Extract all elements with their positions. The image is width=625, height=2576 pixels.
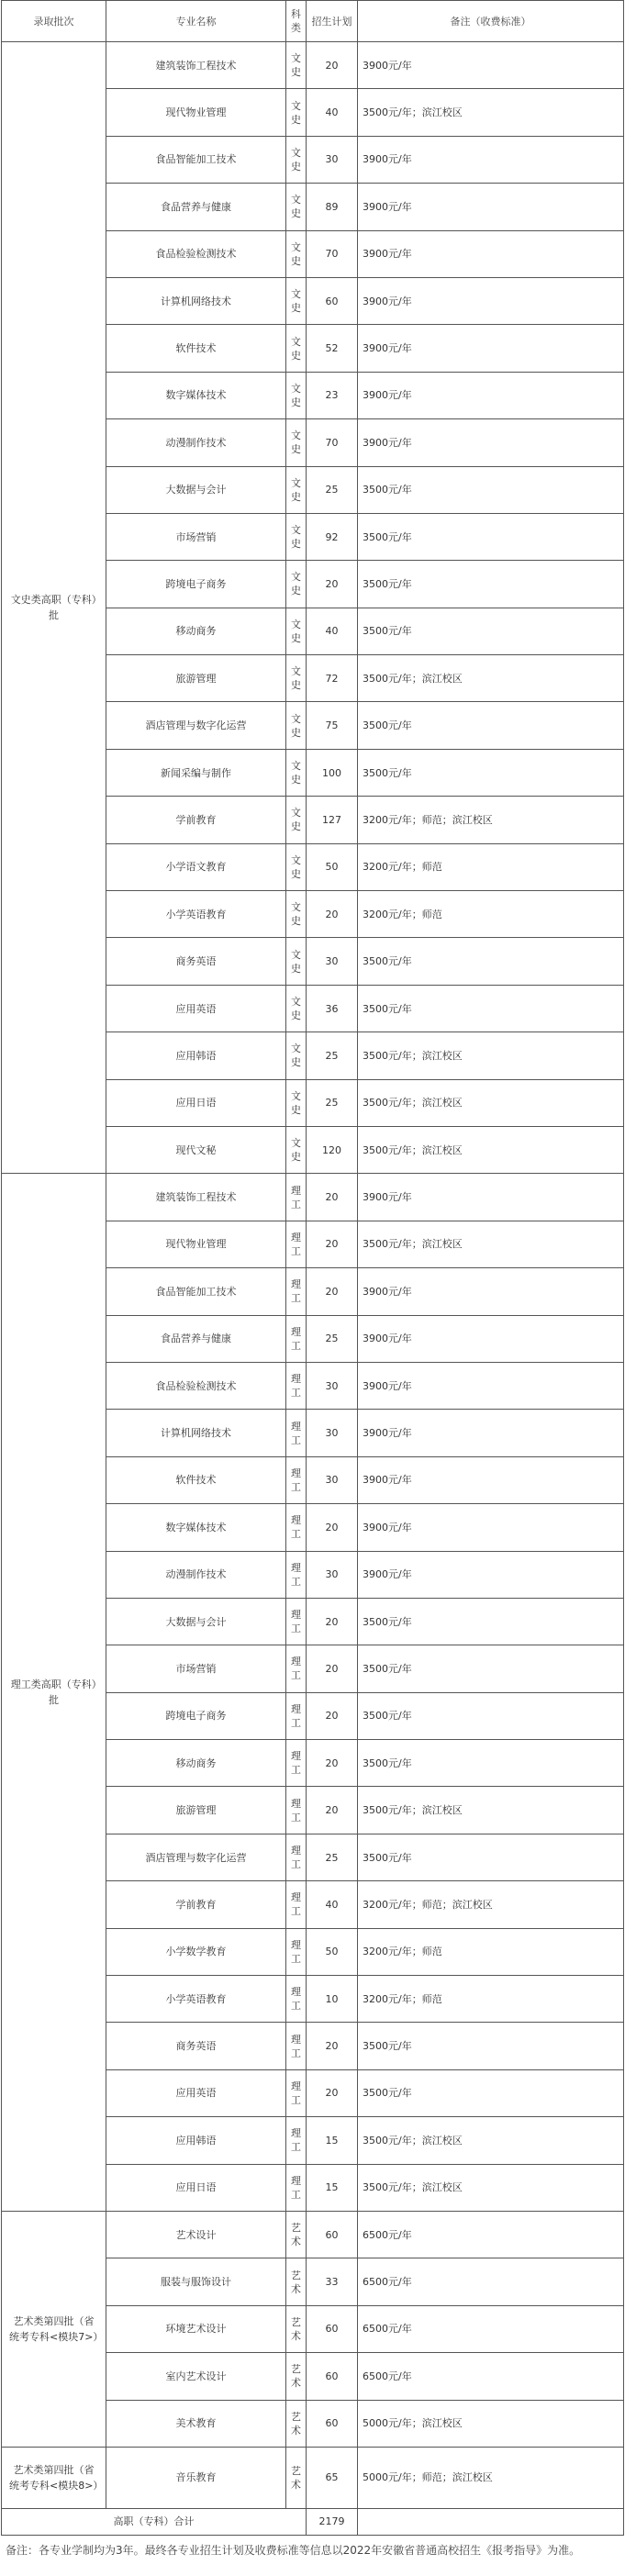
plan-cell: 20 xyxy=(307,2023,358,2069)
plan-cell: 23 xyxy=(307,372,358,418)
major-cell: 新闻采编与制作 xyxy=(106,749,286,796)
major-cell: 服装与服饰设计 xyxy=(106,2258,286,2305)
plan-cell: 20 xyxy=(307,2069,358,2116)
remark-cell: 3900元/年 xyxy=(358,325,624,372)
plan-cell: 20 xyxy=(307,1268,358,1315)
category-cell: 艺术 xyxy=(286,2258,307,2305)
major-cell: 软件技术 xyxy=(106,325,286,372)
category-cell: 文史 xyxy=(286,513,307,560)
category-cell: 文史 xyxy=(286,561,307,608)
category-cell: 艺术 xyxy=(286,2447,307,2508)
category-cell: 理工 xyxy=(286,1221,307,1267)
remark-cell: 3900元/年 xyxy=(358,1551,624,1598)
category-cell: 文史 xyxy=(286,89,307,136)
remark-cell: 3500元/年 xyxy=(358,1645,624,1692)
major-cell: 应用英语 xyxy=(106,985,286,1032)
major-cell: 动漫制作技术 xyxy=(106,1551,286,1598)
major-cell: 学前教育 xyxy=(106,797,286,843)
category-cell: 文史 xyxy=(286,230,307,277)
remark-cell: 3500元/年 xyxy=(358,702,624,749)
plan-cell: 20 xyxy=(307,1740,358,1787)
remark-cell: 3500元/年；滨江校区 xyxy=(358,1787,624,1834)
remark-cell: 3500元/年 xyxy=(358,513,624,560)
category-cell: 理工 xyxy=(286,1174,307,1221)
plan-cell: 30 xyxy=(307,1551,358,1598)
plan-cell: 25 xyxy=(307,1315,358,1362)
category-cell: 理工 xyxy=(286,2117,307,2164)
major-cell: 学前教育 xyxy=(106,1881,286,1928)
header-major: 专业名称 xyxy=(106,1,286,42)
category-cell: 理工 xyxy=(286,2069,307,2116)
plan-cell: 10 xyxy=(307,1976,358,2023)
major-cell: 建筑装饰工程技术 xyxy=(106,42,286,89)
plan-cell: 40 xyxy=(307,89,358,136)
major-cell: 现代物业管理 xyxy=(106,89,286,136)
remark-cell: 3500元/年 xyxy=(358,1740,624,1787)
category-cell: 理工 xyxy=(286,1881,307,1928)
plan-cell: 120 xyxy=(307,1126,358,1173)
remark-cell: 3900元/年 xyxy=(358,1504,624,1551)
major-cell: 现代物业管理 xyxy=(106,1221,286,1267)
major-cell: 大数据与会计 xyxy=(106,466,286,513)
remark-cell: 3500元/年；滨江校区 xyxy=(358,2164,624,2211)
major-cell: 大数据与会计 xyxy=(106,1598,286,1645)
admission-plan-table xyxy=(1,0,624,2536)
category-cell: 理工 xyxy=(286,1598,307,1645)
remark-cell: 3200元/年；师范 xyxy=(358,891,624,938)
plan-cell: 25 xyxy=(307,1834,358,1880)
remark-cell: 3900元/年 xyxy=(358,419,624,466)
category-cell: 理工 xyxy=(286,1645,307,1692)
major-cell: 软件技术 xyxy=(106,1456,286,1503)
batch-cell: 文史类高职（专科）批 xyxy=(2,42,106,1174)
major-cell: 食品检验检测技术 xyxy=(106,1362,286,1409)
remark-cell: 3500元/年 xyxy=(358,985,624,1032)
remark-cell: 6500元/年 xyxy=(358,2305,624,2352)
remark-cell: 3500元/年；滨江校区 xyxy=(358,1221,624,1267)
plan-cell: 30 xyxy=(307,1362,358,1409)
major-cell: 美术教育 xyxy=(106,2400,286,2447)
remark-cell: 3500元/年；滨江校区 xyxy=(358,655,624,702)
plan-cell: 33 xyxy=(307,2258,358,2305)
plan-cell: 70 xyxy=(307,419,358,466)
major-cell: 应用韩语 xyxy=(106,2117,286,2164)
plan-cell: 100 xyxy=(307,749,358,796)
remark-cell: 3200元/年；师范；滨江校区 xyxy=(358,1881,624,1928)
major-cell: 建筑装饰工程技术 xyxy=(106,1174,286,1221)
plan-cell: 50 xyxy=(307,843,358,890)
category-cell: 文史 xyxy=(286,702,307,749)
category-cell: 理工 xyxy=(286,1787,307,1834)
category-cell: 文史 xyxy=(286,277,307,324)
category-cell: 理工 xyxy=(286,1315,307,1362)
category-cell: 理工 xyxy=(286,1362,307,1409)
major-cell: 食品检验检测技术 xyxy=(106,230,286,277)
category-cell: 文史 xyxy=(286,938,307,985)
table-row xyxy=(2,1174,624,1221)
remark-cell: 3500元/年；滨江校区 xyxy=(358,1079,624,1126)
total-remark-empty xyxy=(358,2508,624,2535)
plan-cell: 89 xyxy=(307,184,358,230)
category-cell: 艺术 xyxy=(286,2305,307,2352)
major-cell: 商务英语 xyxy=(106,938,286,985)
plan-cell: 20 xyxy=(307,42,358,89)
remark-cell: 3500元/年 xyxy=(358,2023,624,2069)
remark-cell: 6500元/年 xyxy=(358,2211,624,2258)
plan-cell: 60 xyxy=(307,2400,358,2447)
remark-cell: 3200元/年；师范 xyxy=(358,843,624,890)
header-category: 科类 xyxy=(286,1,307,42)
category-cell: 文史 xyxy=(286,325,307,372)
remark-cell: 3900元/年 xyxy=(358,42,624,89)
footnote: 备注：各专业学制均为3年。最终各专业招生计划及收费标准等信息以2022年安徽省普通高校招生《报考指导》为准。 xyxy=(6,2543,581,2557)
remark-cell: 3500元/年 xyxy=(358,1692,624,1739)
category-cell: 理工 xyxy=(286,1268,307,1315)
plan-cell: 30 xyxy=(307,938,358,985)
category-cell: 理工 xyxy=(286,1834,307,1880)
plan-cell: 30 xyxy=(307,136,358,183)
total-label: 高职（专科）合计 xyxy=(2,2508,307,2535)
remark-cell: 3500元/年 xyxy=(358,749,624,796)
major-cell: 数字媒体技术 xyxy=(106,1504,286,1551)
table-row xyxy=(2,2447,624,2508)
category-cell: 理工 xyxy=(286,1551,307,1598)
plan-cell: 20 xyxy=(307,1598,358,1645)
remark-cell: 3500元/年 xyxy=(358,561,624,608)
plan-cell: 36 xyxy=(307,985,358,1032)
remark-cell: 3900元/年 xyxy=(358,372,624,418)
major-cell: 现代文秘 xyxy=(106,1126,286,1173)
major-cell: 室内艺术设计 xyxy=(106,2353,286,2400)
major-cell: 旅游管理 xyxy=(106,1787,286,1834)
major-cell: 音乐教育 xyxy=(106,2447,286,2508)
remark-cell: 5000元/年；师范；滨江校区 xyxy=(358,2447,624,2508)
table-row xyxy=(2,2211,624,2258)
category-cell: 文史 xyxy=(286,749,307,796)
major-cell: 旅游管理 xyxy=(106,655,286,702)
major-cell: 移动商务 xyxy=(106,1740,286,1787)
category-cell: 理工 xyxy=(286,1504,307,1551)
remark-cell: 3500元/年 xyxy=(358,1834,624,1880)
plan-cell: 20 xyxy=(307,1787,358,1834)
plan-cell: 20 xyxy=(307,1645,358,1692)
major-cell: 小学数学教育 xyxy=(106,1928,286,1975)
major-cell: 跨境电子商务 xyxy=(106,561,286,608)
major-cell: 市场营销 xyxy=(106,1645,286,1692)
table-row xyxy=(2,42,624,89)
plan-cell: 25 xyxy=(307,466,358,513)
category-cell: 理工 xyxy=(286,1976,307,2023)
category-cell: 文史 xyxy=(286,1032,307,1079)
category-cell: 文史 xyxy=(286,184,307,230)
plan-cell: 20 xyxy=(307,1221,358,1267)
plan-cell: 70 xyxy=(307,230,358,277)
plan-cell: 60 xyxy=(307,2305,358,2352)
major-cell: 酒店管理与数字化运营 xyxy=(106,702,286,749)
plan-cell: 20 xyxy=(307,1692,358,1739)
plan-cell: 40 xyxy=(307,1881,358,1928)
major-cell: 食品智能加工技术 xyxy=(106,1268,286,1315)
major-cell: 应用韩语 xyxy=(106,1032,286,1079)
plan-cell: 65 xyxy=(307,2447,358,2508)
category-cell: 理工 xyxy=(286,1928,307,1975)
major-cell: 环境艺术设计 xyxy=(106,2305,286,2352)
category-cell: 文史 xyxy=(286,843,307,890)
major-cell: 食品智能加工技术 xyxy=(106,136,286,183)
major-cell: 商务英语 xyxy=(106,2023,286,2069)
remark-cell: 3500元/年 xyxy=(358,938,624,985)
plan-cell: 72 xyxy=(307,655,358,702)
major-cell: 应用日语 xyxy=(106,1079,286,1126)
major-cell: 数字媒体技术 xyxy=(106,372,286,418)
remark-cell: 3500元/年；滨江校区 xyxy=(358,1032,624,1079)
remark-cell: 3200元/年；师范 xyxy=(358,1976,624,2023)
remark-cell: 3500元/年 xyxy=(358,608,624,654)
remark-cell: 3500元/年；滨江校区 xyxy=(358,2117,624,2164)
category-cell: 理工 xyxy=(286,2164,307,2211)
major-cell: 应用英语 xyxy=(106,2069,286,2116)
category-cell: 文史 xyxy=(286,372,307,418)
category-cell: 文史 xyxy=(286,136,307,183)
category-cell: 理工 xyxy=(286,1456,307,1503)
plan-cell: 92 xyxy=(307,513,358,560)
remark-cell: 3500元/年；滨江校区 xyxy=(358,89,624,136)
major-cell: 应用日语 xyxy=(106,2164,286,2211)
remark-cell: 3900元/年 xyxy=(358,1174,624,1221)
category-cell: 理工 xyxy=(286,1692,307,1739)
total-row xyxy=(2,2508,624,2535)
category-cell: 理工 xyxy=(286,2023,307,2069)
plan-cell: 20 xyxy=(307,891,358,938)
plan-cell: 52 xyxy=(307,325,358,372)
major-cell: 食品营养与健康 xyxy=(106,1315,286,1362)
major-cell: 小学语文教育 xyxy=(106,843,286,890)
remark-cell: 3500元/年 xyxy=(358,466,624,513)
plan-cell: 15 xyxy=(307,2164,358,2211)
category-cell: 文史 xyxy=(286,985,307,1032)
remark-cell: 3500元/年 xyxy=(358,1598,624,1645)
plan-cell: 50 xyxy=(307,1928,358,1975)
major-cell: 计算机网络技术 xyxy=(106,1410,286,1456)
remark-cell: 3500元/年；滨江校区 xyxy=(358,1126,624,1173)
plan-cell: 60 xyxy=(307,277,358,324)
plan-cell: 30 xyxy=(307,1410,358,1456)
total-value: 2179 xyxy=(307,2508,358,2535)
remark-cell: 3900元/年 xyxy=(358,1315,624,1362)
remark-cell: 3900元/年 xyxy=(358,1456,624,1503)
remark-cell: 5000元/年；滨江校区 xyxy=(358,2400,624,2447)
major-cell: 小学英语教育 xyxy=(106,1976,286,2023)
remark-cell: 3900元/年 xyxy=(358,1268,624,1315)
category-cell: 艺术 xyxy=(286,2400,307,2447)
plan-cell: 60 xyxy=(307,2353,358,2400)
category-cell: 艺术 xyxy=(286,2211,307,2258)
category-cell: 文史 xyxy=(286,655,307,702)
major-cell: 酒店管理与数字化运营 xyxy=(106,1834,286,1880)
major-cell: 跨境电子商务 xyxy=(106,1692,286,1739)
remark-cell: 3900元/年 xyxy=(358,277,624,324)
category-cell: 文史 xyxy=(286,1126,307,1173)
remark-cell: 3900元/年 xyxy=(358,184,624,230)
plan-cell: 40 xyxy=(307,608,358,654)
batch-cell: 艺术类第四批（省统考专科<模块8>） xyxy=(2,2447,106,2508)
remark-cell: 3900元/年 xyxy=(358,1410,624,1456)
category-cell: 文史 xyxy=(286,1079,307,1126)
remark-cell: 6500元/年 xyxy=(358,2258,624,2305)
category-cell: 文史 xyxy=(286,466,307,513)
remark-cell: 3900元/年 xyxy=(358,230,624,277)
batch-cell: 艺术类第四批（省统考专科<模块7>） xyxy=(2,2211,106,2447)
category-cell: 理工 xyxy=(286,1740,307,1787)
plan-cell: 15 xyxy=(307,2117,358,2164)
batch-cell: 理工类高职（专科）批 xyxy=(2,1174,106,2212)
major-cell: 小学英语教育 xyxy=(106,891,286,938)
table-body xyxy=(2,42,624,2536)
remark-cell: 3500元/年 xyxy=(358,2069,624,2116)
major-cell: 移动商务 xyxy=(106,608,286,654)
header-batch: 录取批次 xyxy=(2,1,106,42)
category-cell: 文史 xyxy=(286,797,307,843)
table-header-row xyxy=(2,1,624,42)
header-remark: 备注（收费标准） xyxy=(358,1,624,42)
plan-cell: 127 xyxy=(307,797,358,843)
major-cell: 市场营销 xyxy=(106,513,286,560)
header-plan: 招生计划 xyxy=(307,1,358,42)
category-cell: 理工 xyxy=(286,1410,307,1456)
major-cell: 动漫制作技术 xyxy=(106,419,286,466)
category-cell: 艺术 xyxy=(286,2353,307,2400)
plan-cell: 30 xyxy=(307,1456,358,1503)
major-cell: 计算机网络技术 xyxy=(106,277,286,324)
category-cell: 文史 xyxy=(286,419,307,466)
plan-cell: 60 xyxy=(307,2211,358,2258)
plan-cell: 75 xyxy=(307,702,358,749)
remark-cell: 3900元/年 xyxy=(358,136,624,183)
major-cell: 食品营养与健康 xyxy=(106,184,286,230)
remark-cell: 6500元/年 xyxy=(358,2353,624,2400)
remark-cell: 3200元/年；师范；滨江校区 xyxy=(358,797,624,843)
category-cell: 文史 xyxy=(286,608,307,654)
category-cell: 文史 xyxy=(286,42,307,89)
remark-cell: 3900元/年 xyxy=(358,1362,624,1409)
plan-cell: 20 xyxy=(307,561,358,608)
plan-cell: 25 xyxy=(307,1032,358,1079)
major-cell: 艺术设计 xyxy=(106,2211,286,2258)
remark-cell: 3200元/年；师范 xyxy=(358,1928,624,1975)
plan-cell: 20 xyxy=(307,1504,358,1551)
plan-cell: 20 xyxy=(307,1174,358,1221)
plan-cell: 25 xyxy=(307,1079,358,1126)
category-cell: 文史 xyxy=(286,891,307,938)
